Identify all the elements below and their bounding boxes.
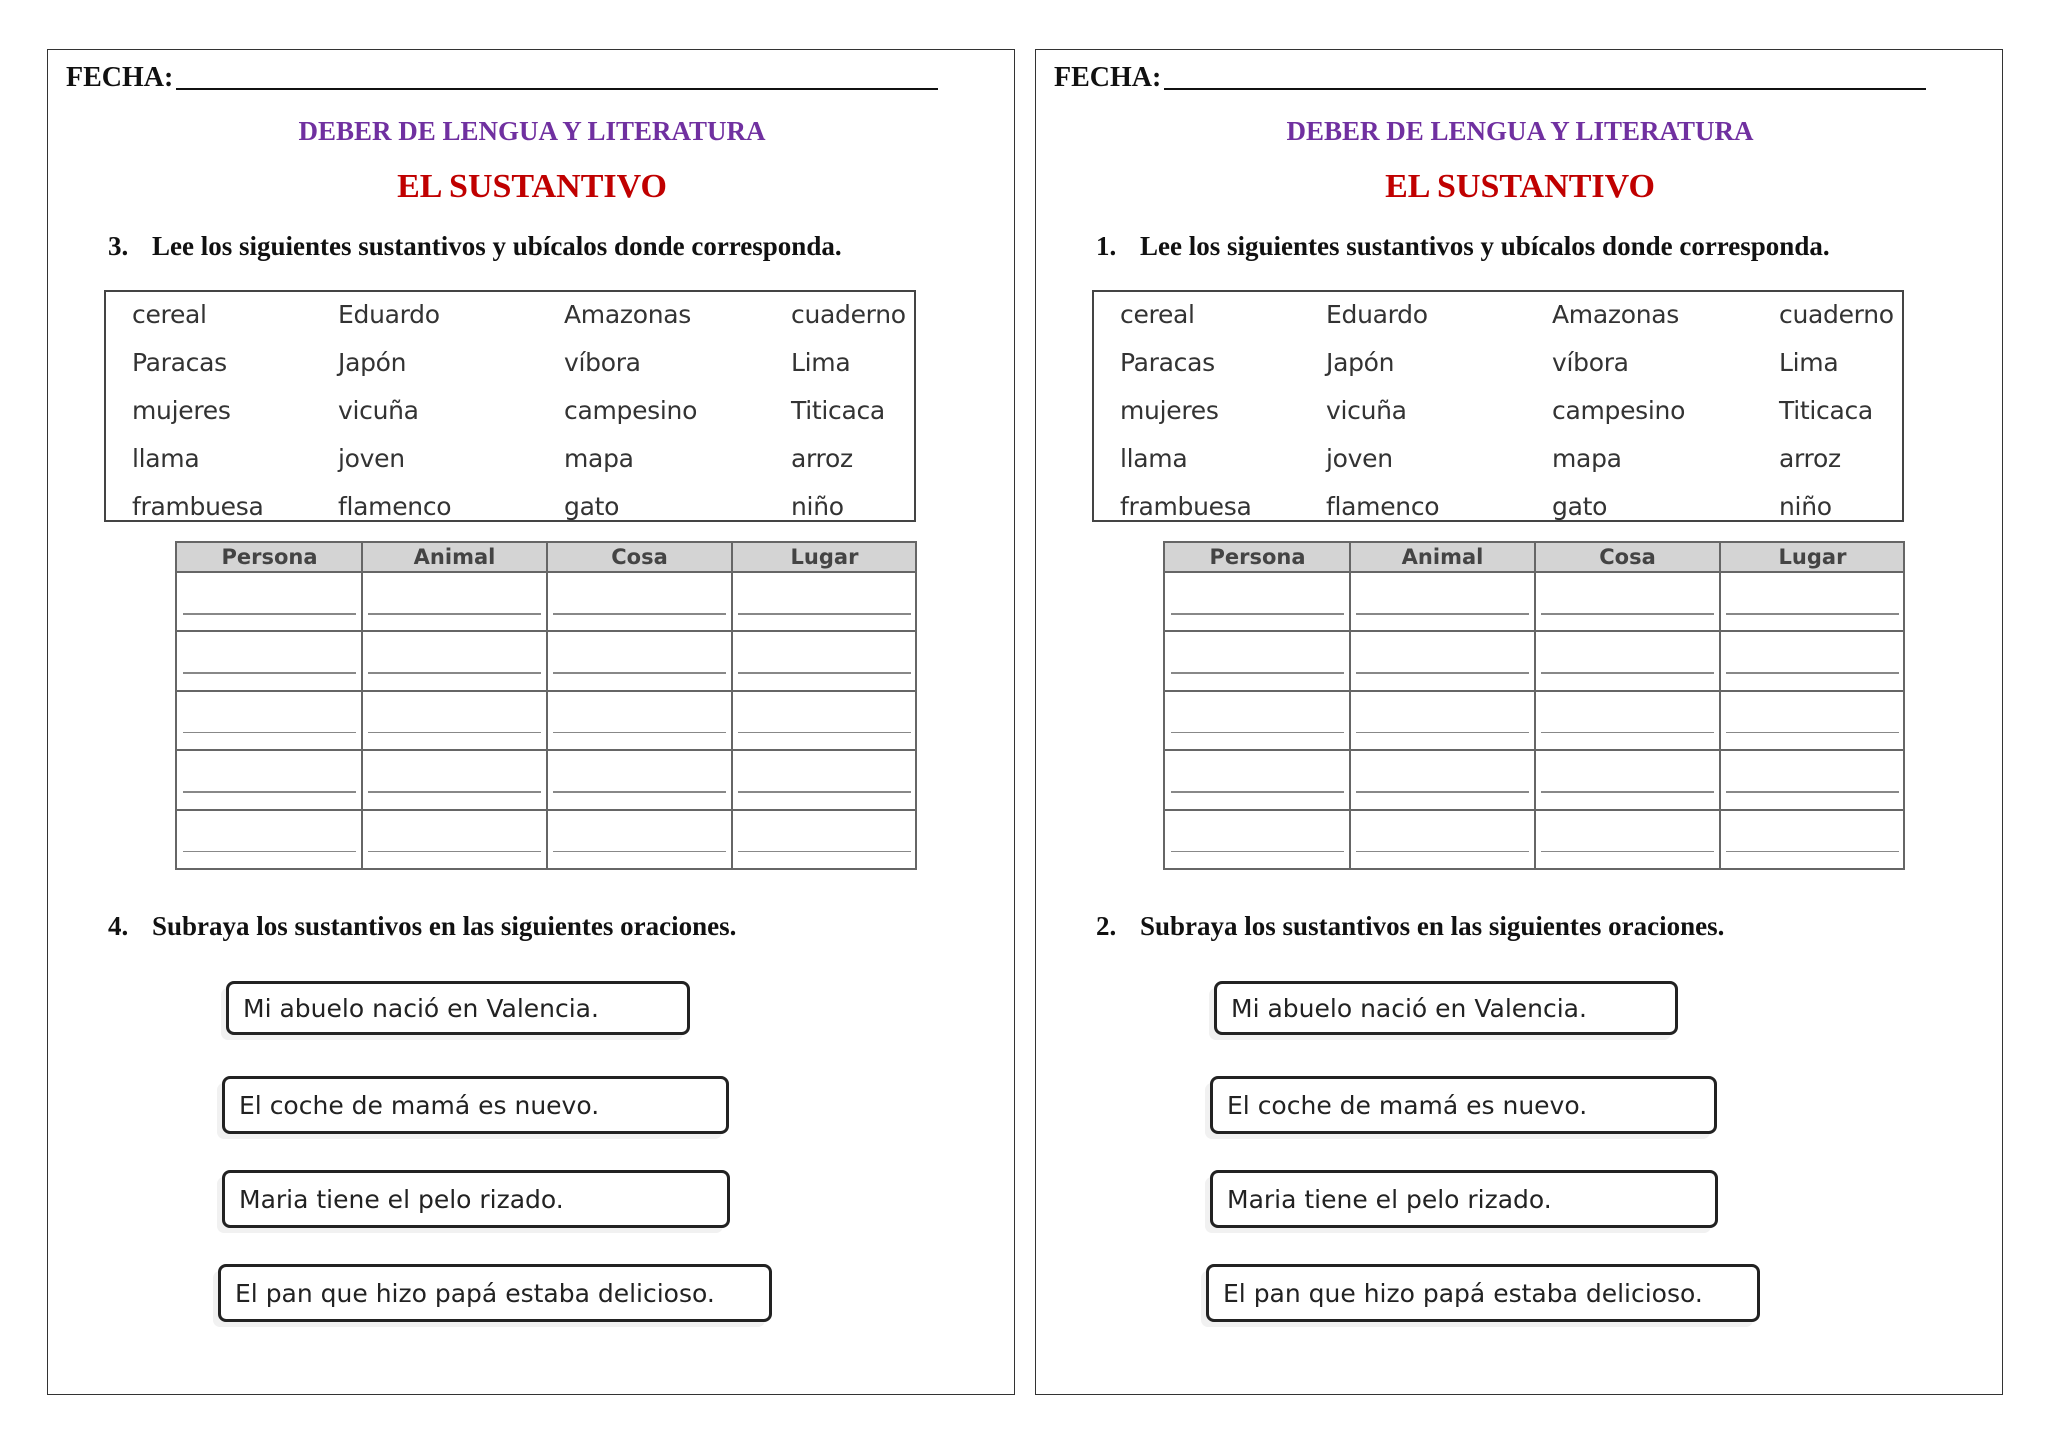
sentence-box[interactable]: El pan que hizo papá estaba delicioso. xyxy=(1206,1264,1760,1322)
column-divider xyxy=(1719,543,1721,868)
answer-line[interactable] xyxy=(368,732,541,734)
word-bank-item: mujeres xyxy=(132,396,231,425)
answer-line[interactable] xyxy=(183,851,356,853)
question-text: Subraya los sustantivos en las siguientes oraciones. xyxy=(1140,911,1725,941)
word-bank-item: Titicaca xyxy=(791,396,885,425)
row-divider xyxy=(177,749,915,751)
page-title: EL SUSTANTIVO xyxy=(397,168,667,205)
question-number: 3. xyxy=(108,231,129,261)
answer-line[interactable] xyxy=(1541,672,1714,674)
word-bank-item: mapa xyxy=(564,444,634,473)
answer-line[interactable] xyxy=(183,732,356,734)
word-bank-item: flamenco xyxy=(1326,492,1440,521)
question-number: 1. xyxy=(1096,231,1117,261)
answer-line[interactable] xyxy=(1356,613,1529,615)
question-1 xyxy=(108,231,842,262)
row-divider xyxy=(1165,630,1903,632)
answer-line[interactable] xyxy=(368,851,541,853)
word-bank-item: Paracas xyxy=(1120,348,1215,377)
answer-line[interactable] xyxy=(738,672,911,674)
word-bank-item: llama xyxy=(1120,444,1188,473)
word-bank-item: frambuesa xyxy=(132,492,264,521)
answer-line[interactable] xyxy=(553,851,726,853)
answer-line[interactable] xyxy=(1356,672,1529,674)
answer-line[interactable] xyxy=(738,732,911,734)
answer-line[interactable] xyxy=(553,791,726,793)
word-bank-item: Amazonas xyxy=(1552,300,1679,329)
answer-line[interactable] xyxy=(1726,791,1899,793)
word-bank-item: Eduardo xyxy=(338,300,440,329)
question-2 xyxy=(108,911,736,942)
question-number: 2. xyxy=(1096,911,1117,941)
table-header-animal: Animal xyxy=(1401,545,1484,569)
answer-line[interactable] xyxy=(1171,851,1344,853)
word-bank-item: arroz xyxy=(1779,444,1841,473)
question-1 xyxy=(1096,231,1830,262)
answer-line[interactable] xyxy=(368,791,541,793)
word-bank-item: víbora xyxy=(1552,348,1629,377)
answer-line[interactable] xyxy=(1726,732,1899,734)
answer-line[interactable] xyxy=(1356,791,1529,793)
word-bank-item: Lima xyxy=(1779,348,1839,377)
word-bank-item: Titicaca xyxy=(1779,396,1873,425)
word-bank-item: campesino xyxy=(564,396,698,425)
word-bank-item: niño xyxy=(791,492,844,521)
classification-table xyxy=(175,541,917,870)
column-divider xyxy=(1534,543,1536,868)
word-bank-item: vicuña xyxy=(1326,396,1407,425)
word-bank-item: Lima xyxy=(791,348,851,377)
word-bank-item: llama xyxy=(132,444,200,473)
row-divider xyxy=(1165,571,1903,573)
answer-line[interactable] xyxy=(1726,613,1899,615)
question-number: 4. xyxy=(108,911,129,941)
answer-line[interactable] xyxy=(1726,672,1899,674)
word-bank-item: cuaderno xyxy=(1779,300,1894,329)
answer-line[interactable] xyxy=(1726,851,1899,853)
answer-line[interactable] xyxy=(738,791,911,793)
answer-line[interactable] xyxy=(553,613,726,615)
column-divider xyxy=(361,543,363,868)
subject-heading: DEBER DE LENGUA Y LITERATURA xyxy=(298,116,766,146)
word-bank-item: frambuesa xyxy=(1120,492,1252,521)
answer-line[interactable] xyxy=(1541,613,1714,615)
table-header-lugar: Lugar xyxy=(1778,545,1847,569)
sentence-box[interactable]: Maria tiene el pelo rizado. xyxy=(1210,1170,1718,1228)
word-bank-item: Paracas xyxy=(132,348,227,377)
classification-table xyxy=(1163,541,1905,870)
fecha-label: FECHA: xyxy=(66,62,174,93)
worksheet-right xyxy=(1035,49,2003,1395)
word-bank-item: Japón xyxy=(1326,348,1395,377)
answer-line[interactable] xyxy=(1356,851,1529,853)
answer-line[interactable] xyxy=(368,672,541,674)
sentence-box[interactable]: Mi abuelo nació en Valencia. xyxy=(1214,981,1678,1035)
table-header-cosa: Cosa xyxy=(1599,545,1656,569)
answer-line[interactable] xyxy=(1541,851,1714,853)
word-bank-item: cuaderno xyxy=(791,300,906,329)
table-header-persona: Persona xyxy=(221,545,318,569)
word-bank-item: cereal xyxy=(132,300,207,329)
word-bank-item: joven xyxy=(1326,444,1393,473)
row-divider xyxy=(177,809,915,811)
word-bank-item: campesino xyxy=(1552,396,1686,425)
page-title: EL SUSTANTIVO xyxy=(1385,168,1655,205)
sentence-box[interactable]: Mi abuelo nació en Valencia. xyxy=(226,981,690,1035)
answer-line[interactable] xyxy=(738,613,911,615)
word-bank-item: arroz xyxy=(791,444,853,473)
row-divider xyxy=(1165,809,1903,811)
worksheet-left xyxy=(47,49,1015,1395)
answer-line[interactable] xyxy=(1171,672,1344,674)
table-header-animal: Animal xyxy=(413,545,496,569)
answer-line[interactable] xyxy=(553,732,726,734)
question-text: Lee los siguientes sustantivos y ubícalos donde corresponda. xyxy=(152,231,842,261)
answer-line[interactable] xyxy=(183,672,356,674)
word-bank xyxy=(104,290,916,522)
table-header-cosa: Cosa xyxy=(611,545,668,569)
answer-line[interactable] xyxy=(183,613,356,615)
question-text: Subraya los sustantivos en las siguientes oraciones. xyxy=(152,911,737,941)
row-divider xyxy=(1165,749,1903,751)
answer-line[interactable] xyxy=(1171,613,1344,615)
row-divider xyxy=(177,571,915,573)
answer-line[interactable] xyxy=(1541,791,1714,793)
table-header-lugar: Lugar xyxy=(790,545,859,569)
word-bank-item: Eduardo xyxy=(1326,300,1428,329)
word-bank-item: mujeres xyxy=(1120,396,1219,425)
answer-line[interactable] xyxy=(368,613,541,615)
word-bank-item: gato xyxy=(1552,492,1608,521)
sentence-box[interactable]: El coche de mamá es nuevo. xyxy=(222,1076,729,1134)
row-divider xyxy=(177,630,915,632)
table-header-persona: Persona xyxy=(1209,545,1306,569)
answer-line[interactable] xyxy=(1541,732,1714,734)
column-divider xyxy=(1349,543,1351,868)
word-bank-item: Amazonas xyxy=(564,300,691,329)
word-bank-item: víbora xyxy=(564,348,641,377)
word-bank-item: Japón xyxy=(338,348,407,377)
column-divider xyxy=(731,543,733,868)
answer-line[interactable] xyxy=(1171,732,1344,734)
answer-line[interactable] xyxy=(1171,791,1344,793)
word-bank-item: cereal xyxy=(1120,300,1195,329)
word-bank-item: gato xyxy=(564,492,620,521)
fecha-line[interactable] xyxy=(1164,88,1926,90)
word-bank-item: joven xyxy=(338,444,405,473)
sentence-box[interactable]: Maria tiene el pelo rizado. xyxy=(222,1170,730,1228)
fecha-line[interactable] xyxy=(176,88,938,90)
column-divider xyxy=(546,543,548,868)
fecha-label: FECHA: xyxy=(1054,62,1162,93)
word-bank xyxy=(1092,290,1904,522)
word-bank-item: flamenco xyxy=(338,492,452,521)
answer-line[interactable] xyxy=(738,851,911,853)
word-bank-item: niño xyxy=(1779,492,1832,521)
row-divider xyxy=(1165,690,1903,692)
sentence-box[interactable]: El pan que hizo papá estaba delicioso. xyxy=(218,1264,772,1322)
row-divider xyxy=(177,690,915,692)
sentence-box[interactable]: El coche de mamá es nuevo. xyxy=(1210,1076,1717,1134)
answer-line[interactable] xyxy=(553,672,726,674)
subject-heading: DEBER DE LENGUA Y LITERATURA xyxy=(1286,116,1754,146)
word-bank-item: vicuña xyxy=(338,396,419,425)
answer-line[interactable] xyxy=(183,791,356,793)
answer-line[interactable] xyxy=(1356,732,1529,734)
question-2 xyxy=(1096,911,1724,942)
word-bank-item: mapa xyxy=(1552,444,1622,473)
question-text: Lee los siguientes sustantivos y ubícalos donde corresponda. xyxy=(1140,231,1830,261)
